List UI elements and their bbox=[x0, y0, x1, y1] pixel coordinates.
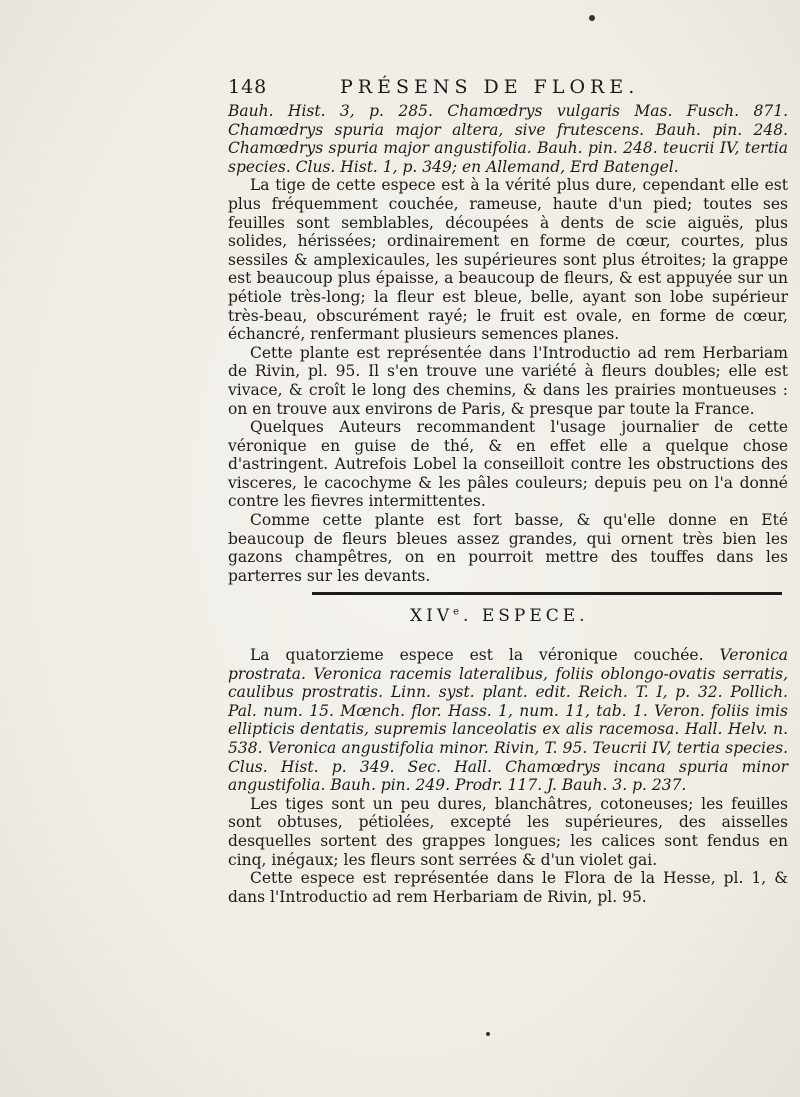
paragraph-species-plates: Cette espece est représentée dans le Flora de la Hesse, pl. 1, & dans l'Introductio ad rem Herbariam de Rivin, pl. 95. bbox=[228, 869, 788, 906]
species-intro-lead: La quatorzieme espece est la véronique couchée. bbox=[250, 646, 704, 664]
paragraph-species-description: Les tiges sont un peu dures, blanchâtres, cotoneuses; les feuilles sont obtuses, pétiolées, excepté les supérieures, des aisselles desquelles sortent des grappes longues; les calices sont fendus en cinq, inégaux; les fleurs sont serrées & d'un violet gai. bbox=[228, 794, 788, 869]
heading-word: . ESPECE. bbox=[463, 606, 589, 626]
paragraph-uses: Quelques Auteurs recommandent l'usage journalier de cette véronique en guise de thé, & en effet elle a quelque chose d'astringent. Autrefois Lobel la conseilloit contre les obstructions des visceres, le cacochyme & les pâles couleurs; depuis peu on l'a donné contre les fievres intermittentes. bbox=[228, 418, 788, 511]
section-divider bbox=[312, 592, 782, 595]
bibliographic-references: Bauh. Hist. 3, p. 285. Chamœdrys vulgaris Mas. Fusch. 871. Chamœdrys spuria major altera, sive frutescens. Bauh. pin. 248. Chamœdrys spuria major angustifolia. Bauh. pin. 248. teucrii IV, tertia species. Clus. Hist. 1, p. 349; en Allemand, Erd Batengel. bbox=[228, 102, 788, 176]
paragraph-habitat: Cette plante est représentée dans l'Introductio ad rem Herbariam de Rivin, pl. 95. Il s'en trouve une variété à fleurs doubles; elle est vivace, & croît le long des chemins, & dans les prairies montueuses : on en trouve aux environs de Paris, & presque par toute la France. bbox=[228, 343, 788, 418]
heading-numeral: XIV bbox=[410, 606, 454, 626]
section-xiv-text bbox=[228, 646, 788, 906]
heading-superscript: e bbox=[453, 606, 464, 618]
paragraph-garden: Comme cette plante est fort basse, & qu'elle donne en Eté beaucoup de fleurs bleues assez grandes, qui ornent très bien les gazons champêtres, on en pourroit mettre des touffes dans les parterres sur les devants. bbox=[228, 511, 788, 585]
page-number: 148 bbox=[228, 76, 268, 98]
paragraph-description: La tige de cette espece est à la vérité plus dure, cependant elle est plus fréquemment couchée, rameuse, haute d'un pied; toutes ses feuilles sont semblables, découpées à dents de scie aiguës, plus solides, hérissées; ordinairement en forme de cœur, courtes, plus sessiles & amplexicaules, les supérieures sont plus étroites; la grappe est beaucoup plus épaisse, a beaucoup de fleurs, & est appuyée sur un pétiole très-long; la fleur est bleue, belle, ayant son lobe supérieur très-beau, obscurément rayé; le fruit est ovale, en forme de cœur, échancré, renfermant plusieurs semences planes. bbox=[228, 176, 788, 344]
species-references: Veronica prostrata. Veronica racemis lateralibus, foliis oblongo-ovatis serratis, caulibus prostratis. Linn. syst. plant. edit. Reich. T. I, p. 32. Pollich. Pal. num. 15. Mœnch. flor. Hass. 1, num. 11, tab. 1. Veron. foliis imis ellipticis dentatis, supremis lanceolatis ex alis racemosa. Hall. Helv. n. 538. Veronica angustifolia minor. Rivin, T. 95. Teucrii IV, tertia species. Clus. Hist. p. 349. Sec. Hall. Chamœdrys incana spuria minor angustifolia. Bauh. pin. 249. Prodr. 117. J. Bauh. 3. p. 237. bbox=[228, 646, 788, 795]
paragraph-species-intro bbox=[228, 646, 788, 795]
running-title: PRÉSENS DE FLORE. bbox=[340, 76, 640, 98]
ink-speck bbox=[486, 1032, 490, 1036]
section-xiii-text bbox=[228, 102, 788, 585]
ink-speck bbox=[589, 15, 595, 21]
page-header bbox=[228, 76, 788, 104]
section-heading bbox=[410, 606, 589, 626]
